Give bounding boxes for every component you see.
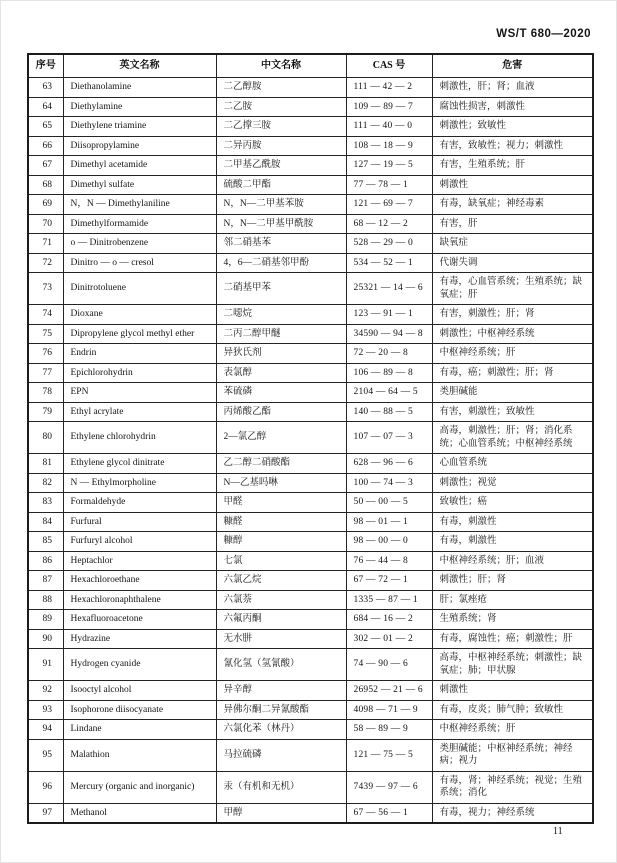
english-name-cell: Dioxane <box>63 305 216 325</box>
chinese-name-cell: 甲醇 <box>216 803 346 823</box>
row-index-cell: 82 <box>28 473 63 493</box>
hazard-cell: 刺激性；致敏性 <box>432 117 593 137</box>
cas-number-cell: 528 — 29 — 0 <box>346 234 432 254</box>
cas-number-cell: 111 — 40 — 0 <box>346 117 432 137</box>
cas-number-cell: 302 — 01 — 2 <box>346 629 432 649</box>
cas-number-cell: 26952 — 21 — 6 <box>346 681 432 701</box>
hazard-cell: 有毒，心血管系统；生殖系统；缺氧症；肝 <box>432 273 593 305</box>
english-name-cell: o — Dinitrobenzene <box>63 234 216 254</box>
cas-number-cell: 534 — 52 — 1 <box>346 253 432 273</box>
english-name-cell: Isooctyl alcohol <box>63 681 216 701</box>
chinese-name-cell: 二硝基甲苯 <box>216 273 346 305</box>
table-row <box>28 551 593 571</box>
table-row <box>28 273 593 305</box>
hazard-cell: 有毒，缺氧症；神经毒素 <box>432 195 593 215</box>
hazard-cell: 缺氧症 <box>432 234 593 254</box>
row-index-cell: 88 <box>28 590 63 610</box>
chinese-name-cell: 甲醛 <box>216 493 346 513</box>
english-name-cell: Malathion <box>63 739 216 771</box>
table-row <box>28 610 593 630</box>
cas-number-cell: 121 — 75 — 5 <box>346 739 432 771</box>
table-row <box>28 512 593 532</box>
table-row <box>28 590 593 610</box>
english-name-cell: N，N — Dimethylaniline <box>63 195 216 215</box>
cas-number-cell: 127 — 19 — 5 <box>346 156 432 176</box>
english-name-cell: Dipropylene glycol methyl ether <box>63 324 216 344</box>
chinese-name-cell: 丙烯酸乙酯 <box>216 402 346 422</box>
hazard-cell: 致敏性；癌 <box>432 493 593 513</box>
chemical-hazard-table <box>27 53 594 824</box>
table-row <box>28 771 593 803</box>
table-row <box>28 234 593 254</box>
row-index-cell: 72 <box>28 253 63 273</box>
chinese-name-cell: 氰化氢（氢氰酸） <box>216 649 346 681</box>
table-row <box>28 78 593 98</box>
table-row <box>28 473 593 493</box>
cas-number-cell: 58 — 89 — 9 <box>346 720 432 740</box>
chinese-name-cell: 二丙二醇甲醚 <box>216 324 346 344</box>
hazard-cell: 有毒，视力；神经系统 <box>432 803 593 823</box>
header-hazard: 危害 <box>432 54 593 78</box>
row-index-cell: 71 <box>28 234 63 254</box>
cas-number-cell: 98 — 00 — 0 <box>346 532 432 552</box>
chinese-name-cell: 无水肼 <box>216 629 346 649</box>
cas-number-cell: 67 — 56 — 1 <box>346 803 432 823</box>
hazard-cell: 刺激性；中枢神经系统 <box>432 324 593 344</box>
cas-number-cell: 123 — 91 — 1 <box>346 305 432 325</box>
english-name-cell: Furfuryl alcohol <box>63 532 216 552</box>
english-name-cell: Diisopropylamine <box>63 136 216 156</box>
english-name-cell: Formaldehyde <box>63 493 216 513</box>
row-index-cell: 96 <box>28 771 63 803</box>
hazard-cell: 肝；氯痤疮 <box>432 590 593 610</box>
hazard-cell: 生殖系统；肾 <box>432 610 593 630</box>
chinese-name-cell: 苯硫磷 <box>216 383 346 403</box>
table-header-row <box>28 54 593 78</box>
hazard-cell: 代谢失调 <box>432 253 593 273</box>
table-row <box>28 383 593 403</box>
cas-number-cell: 106 — 89 — 8 <box>346 363 432 383</box>
table-row <box>28 803 593 823</box>
header-english-name: 英文名称 <box>63 54 216 78</box>
english-name-cell: Hexachloroethane <box>63 571 216 591</box>
hazard-cell: 高毒，中枢神经系统；刺激性；缺氧症；肺；甲状腺 <box>432 649 593 681</box>
hazard-cell: 中枢神经系统；肝；血液 <box>432 551 593 571</box>
chinese-name-cell: 六氯乙烷 <box>216 571 346 591</box>
hazard-cell: 有害，刺激性；肝；肾 <box>432 305 593 325</box>
chinese-name-cell: 表氯醇 <box>216 363 346 383</box>
hazard-cell: 有害，生殖系统；肝 <box>432 156 593 176</box>
english-name-cell: EPN <box>63 383 216 403</box>
row-index-cell: 74 <box>28 305 63 325</box>
row-index-cell: 77 <box>28 363 63 383</box>
hazard-cell: 有毒，皮炎；肺气肿；致敏性 <box>432 700 593 720</box>
table-row <box>28 175 593 195</box>
hazard-cell: 有毒，刺激性 <box>432 532 593 552</box>
english-name-cell: Dinitro — o — cresol <box>63 253 216 273</box>
chinese-name-cell: 汞（有机和无机） <box>216 771 346 803</box>
table-header <box>28 54 593 78</box>
row-index-cell: 64 <box>28 97 63 117</box>
hazard-cell: 有毒，癌；刺激性；肝；肾 <box>432 363 593 383</box>
header-index: 序号 <box>28 54 63 78</box>
english-name-cell: Ethylene glycol dinitrate <box>63 454 216 474</box>
english-name-cell: Heptachlor <box>63 551 216 571</box>
hazard-cell: 刺激性；视觉 <box>432 473 593 493</box>
row-index-cell: 92 <box>28 681 63 701</box>
cas-number-cell: 77 — 78 — 1 <box>346 175 432 195</box>
row-index-cell: 85 <box>28 532 63 552</box>
english-name-cell: N — Ethylmorpholine <box>63 473 216 493</box>
chinese-name-cell: 乙二醇二硝酸酯 <box>216 454 346 474</box>
english-name-cell: Endrin <box>63 344 216 364</box>
table-row <box>28 305 593 325</box>
cas-number-cell: 7439 — 97 — 6 <box>346 771 432 803</box>
table-row <box>28 363 593 383</box>
hazard-cell: 刺激性 <box>432 681 593 701</box>
row-index-cell: 87 <box>28 571 63 591</box>
hazard-cell: 有毒，腐蚀性；癌；刺激性；肝 <box>432 629 593 649</box>
hazard-cell: 有毒，刺激性 <box>432 512 593 532</box>
cas-number-cell: 74 — 90 — 6 <box>346 649 432 681</box>
hazard-cell: 刺激性，肝；肾；血液 <box>432 78 593 98</box>
english-name-cell: Ethyl acrylate <box>63 402 216 422</box>
row-index-cell: 81 <box>28 454 63 474</box>
chinese-name-cell: 二乙撑三胺 <box>216 117 346 137</box>
chinese-name-cell: 马拉硫磷 <box>216 739 346 771</box>
row-index-cell: 76 <box>28 344 63 364</box>
chinese-name-cell: 六氟丙酮 <box>216 610 346 630</box>
cas-number-cell: 109 — 89 — 7 <box>346 97 432 117</box>
table-row <box>28 739 593 771</box>
table-row <box>28 253 593 273</box>
chinese-name-cell: 4，6—二硝基邻甲酚 <box>216 253 346 273</box>
cas-number-cell: 121 — 69 — 7 <box>346 195 432 215</box>
row-index-cell: 67 <box>28 156 63 176</box>
chinese-name-cell: 糠醇 <box>216 532 346 552</box>
chinese-name-cell: 异佛尔酮二异氰酸酯 <box>216 700 346 720</box>
english-name-cell: Dimethylformamide <box>63 214 216 234</box>
cas-number-cell: 684 — 16 — 2 <box>346 610 432 630</box>
table-row <box>28 720 593 740</box>
header-chinese-name: 中文名称 <box>216 54 346 78</box>
chinese-name-cell: 异狄氏剂 <box>216 344 346 364</box>
row-index-cell: 90 <box>28 629 63 649</box>
table-body <box>28 78 593 824</box>
chinese-name-cell: 异辛醇 <box>216 681 346 701</box>
hazard-cell: 有害，肝 <box>432 214 593 234</box>
table-row <box>28 629 593 649</box>
hazard-cell: 有害，刺激性；致敏性 <box>432 402 593 422</box>
table-row <box>28 454 593 474</box>
english-name-cell: Dimethyl sulfate <box>63 175 216 195</box>
chinese-name-cell: 二甲基乙酰胺 <box>216 156 346 176</box>
cas-number-cell: 50 — 00 — 5 <box>346 493 432 513</box>
table-row <box>28 117 593 137</box>
row-index-cell: 75 <box>28 324 63 344</box>
english-name-cell: Ethylene chlorohydrin <box>63 422 216 454</box>
chinese-name-cell: N，N—二甲基苯胺 <box>216 195 346 215</box>
cas-number-cell: 68 — 12 — 2 <box>346 214 432 234</box>
row-index-cell: 78 <box>28 383 63 403</box>
row-index-cell: 69 <box>28 195 63 215</box>
table-row <box>28 700 593 720</box>
table-row <box>28 324 593 344</box>
table-row <box>28 344 593 364</box>
hazard-cell: 心血管系统 <box>432 454 593 474</box>
hazard-cell: 类胆碱能；中枢神经系统；神经病；视力 <box>432 739 593 771</box>
english-name-cell: Dinitrotoluene <box>63 273 216 305</box>
hazard-cell: 中枢神经系统；肝 <box>432 720 593 740</box>
chinese-name-cell: 二乙胺 <box>216 97 346 117</box>
chinese-name-cell: 二异丙胺 <box>216 136 346 156</box>
english-name-cell: Diethanolamine <box>63 78 216 98</box>
hazard-cell: 类胆碱能 <box>432 383 593 403</box>
table-row <box>28 402 593 422</box>
hazard-cell: 有害，致敏性；视力；刺激性 <box>432 136 593 156</box>
hazard-cell: 腐蚀性损害，刺激性 <box>432 97 593 117</box>
english-name-cell: Methanol <box>63 803 216 823</box>
english-name-cell: Diethylene triamine <box>63 117 216 137</box>
row-index-cell: 83 <box>28 493 63 513</box>
chinese-name-cell: 糠醛 <box>216 512 346 532</box>
cas-number-cell: 67 — 72 — 1 <box>346 571 432 591</box>
row-index-cell: 84 <box>28 512 63 532</box>
cas-number-cell: 25321 — 14 — 6 <box>346 273 432 305</box>
cas-number-cell: 108 — 18 — 9 <box>346 136 432 156</box>
english-name-cell: Mercury (organic and inorganic) <box>63 771 216 803</box>
chinese-name-cell: 七氯 <box>216 551 346 571</box>
english-name-cell: Epichlorohydrin <box>63 363 216 383</box>
row-index-cell: 89 <box>28 610 63 630</box>
table-row <box>28 97 593 117</box>
row-index-cell: 70 <box>28 214 63 234</box>
table-row <box>28 156 593 176</box>
row-index-cell: 91 <box>28 649 63 681</box>
english-name-cell: Furfural <box>63 512 216 532</box>
cas-number-cell: 2104 — 64 — 5 <box>346 383 432 403</box>
english-name-cell: Hexafluoroacetone <box>63 610 216 630</box>
cas-number-cell: 628 — 96 — 6 <box>346 454 432 474</box>
cas-number-cell: 140 — 88 — 5 <box>346 402 432 422</box>
chinese-name-cell: 邻二硝基苯 <box>216 234 346 254</box>
row-index-cell: 86 <box>28 551 63 571</box>
header-cas-number: CAS 号 <box>346 54 432 78</box>
chinese-name-cell: 2—氯乙醇 <box>216 422 346 454</box>
row-index-cell: 94 <box>28 720 63 740</box>
english-name-cell: Diethylamine <box>63 97 216 117</box>
cas-number-cell: 107 — 07 — 3 <box>346 422 432 454</box>
hazard-cell: 有毒，肾；神经系统；视觉；生殖系统；消化 <box>432 771 593 803</box>
cas-number-cell: 72 — 20 — 8 <box>346 344 432 364</box>
cas-number-cell: 1335 — 87 — 1 <box>346 590 432 610</box>
table-row <box>28 532 593 552</box>
hazard-cell: 中枢神经系统；肝 <box>432 344 593 364</box>
chinese-name-cell: 二噁烷 <box>216 305 346 325</box>
row-index-cell: 63 <box>28 78 63 98</box>
chinese-name-cell: 六氯化苯（林丹） <box>216 720 346 740</box>
chinese-name-cell: N—乙基吗啉 <box>216 473 346 493</box>
table-row <box>28 649 593 681</box>
row-index-cell: 79 <box>28 402 63 422</box>
english-name-cell: Hydrazine <box>63 629 216 649</box>
table-row <box>28 195 593 215</box>
hazard-cell: 刺激性 <box>432 175 593 195</box>
hazard-cell: 刺激性；肝；肾 <box>432 571 593 591</box>
table-row <box>28 493 593 513</box>
row-index-cell: 73 <box>28 273 63 305</box>
row-index-cell: 80 <box>28 422 63 454</box>
english-name-cell: Isophorone diisocyanate <box>63 700 216 720</box>
cas-number-cell: 34590 — 94 — 8 <box>346 324 432 344</box>
english-name-cell: Hexachloronaphthalene <box>63 590 216 610</box>
table-row <box>28 136 593 156</box>
chinese-name-cell: 六氯萘 <box>216 590 346 610</box>
row-index-cell: 68 <box>28 175 63 195</box>
english-name-cell: Dimethyl acetamide <box>63 156 216 176</box>
row-index-cell: 66 <box>28 136 63 156</box>
cas-number-cell: 98 — 01 — 1 <box>346 512 432 532</box>
table-row <box>28 214 593 234</box>
chinese-name-cell: 二乙醇胺 <box>216 78 346 98</box>
table-row <box>28 422 593 454</box>
english-name-cell: Hydrogen cyanide <box>63 649 216 681</box>
english-name-cell: Lindane <box>63 720 216 740</box>
page-number: 11 <box>553 826 563 837</box>
table-row <box>28 681 593 701</box>
row-index-cell: 93 <box>28 700 63 720</box>
row-index-cell: 97 <box>28 803 63 823</box>
row-index-cell: 95 <box>28 739 63 771</box>
cas-number-cell: 76 — 44 — 8 <box>346 551 432 571</box>
cas-number-cell: 111 — 42 — 2 <box>346 78 432 98</box>
cas-number-cell: 4098 — 71 — 9 <box>346 700 432 720</box>
chinese-name-cell: N，N—二甲基甲酰胺 <box>216 214 346 234</box>
cas-number-cell: 100 — 74 — 3 <box>346 473 432 493</box>
chinese-name-cell: 硫酸二甲酯 <box>216 175 346 195</box>
standard-number: WS/T 680—2020 <box>496 28 591 40</box>
hazard-cell: 高毒，刺激性；肝；肾；消化系统；心血管系统；中枢神经系统 <box>432 422 593 454</box>
table-row <box>28 571 593 591</box>
row-index-cell: 65 <box>28 117 63 137</box>
